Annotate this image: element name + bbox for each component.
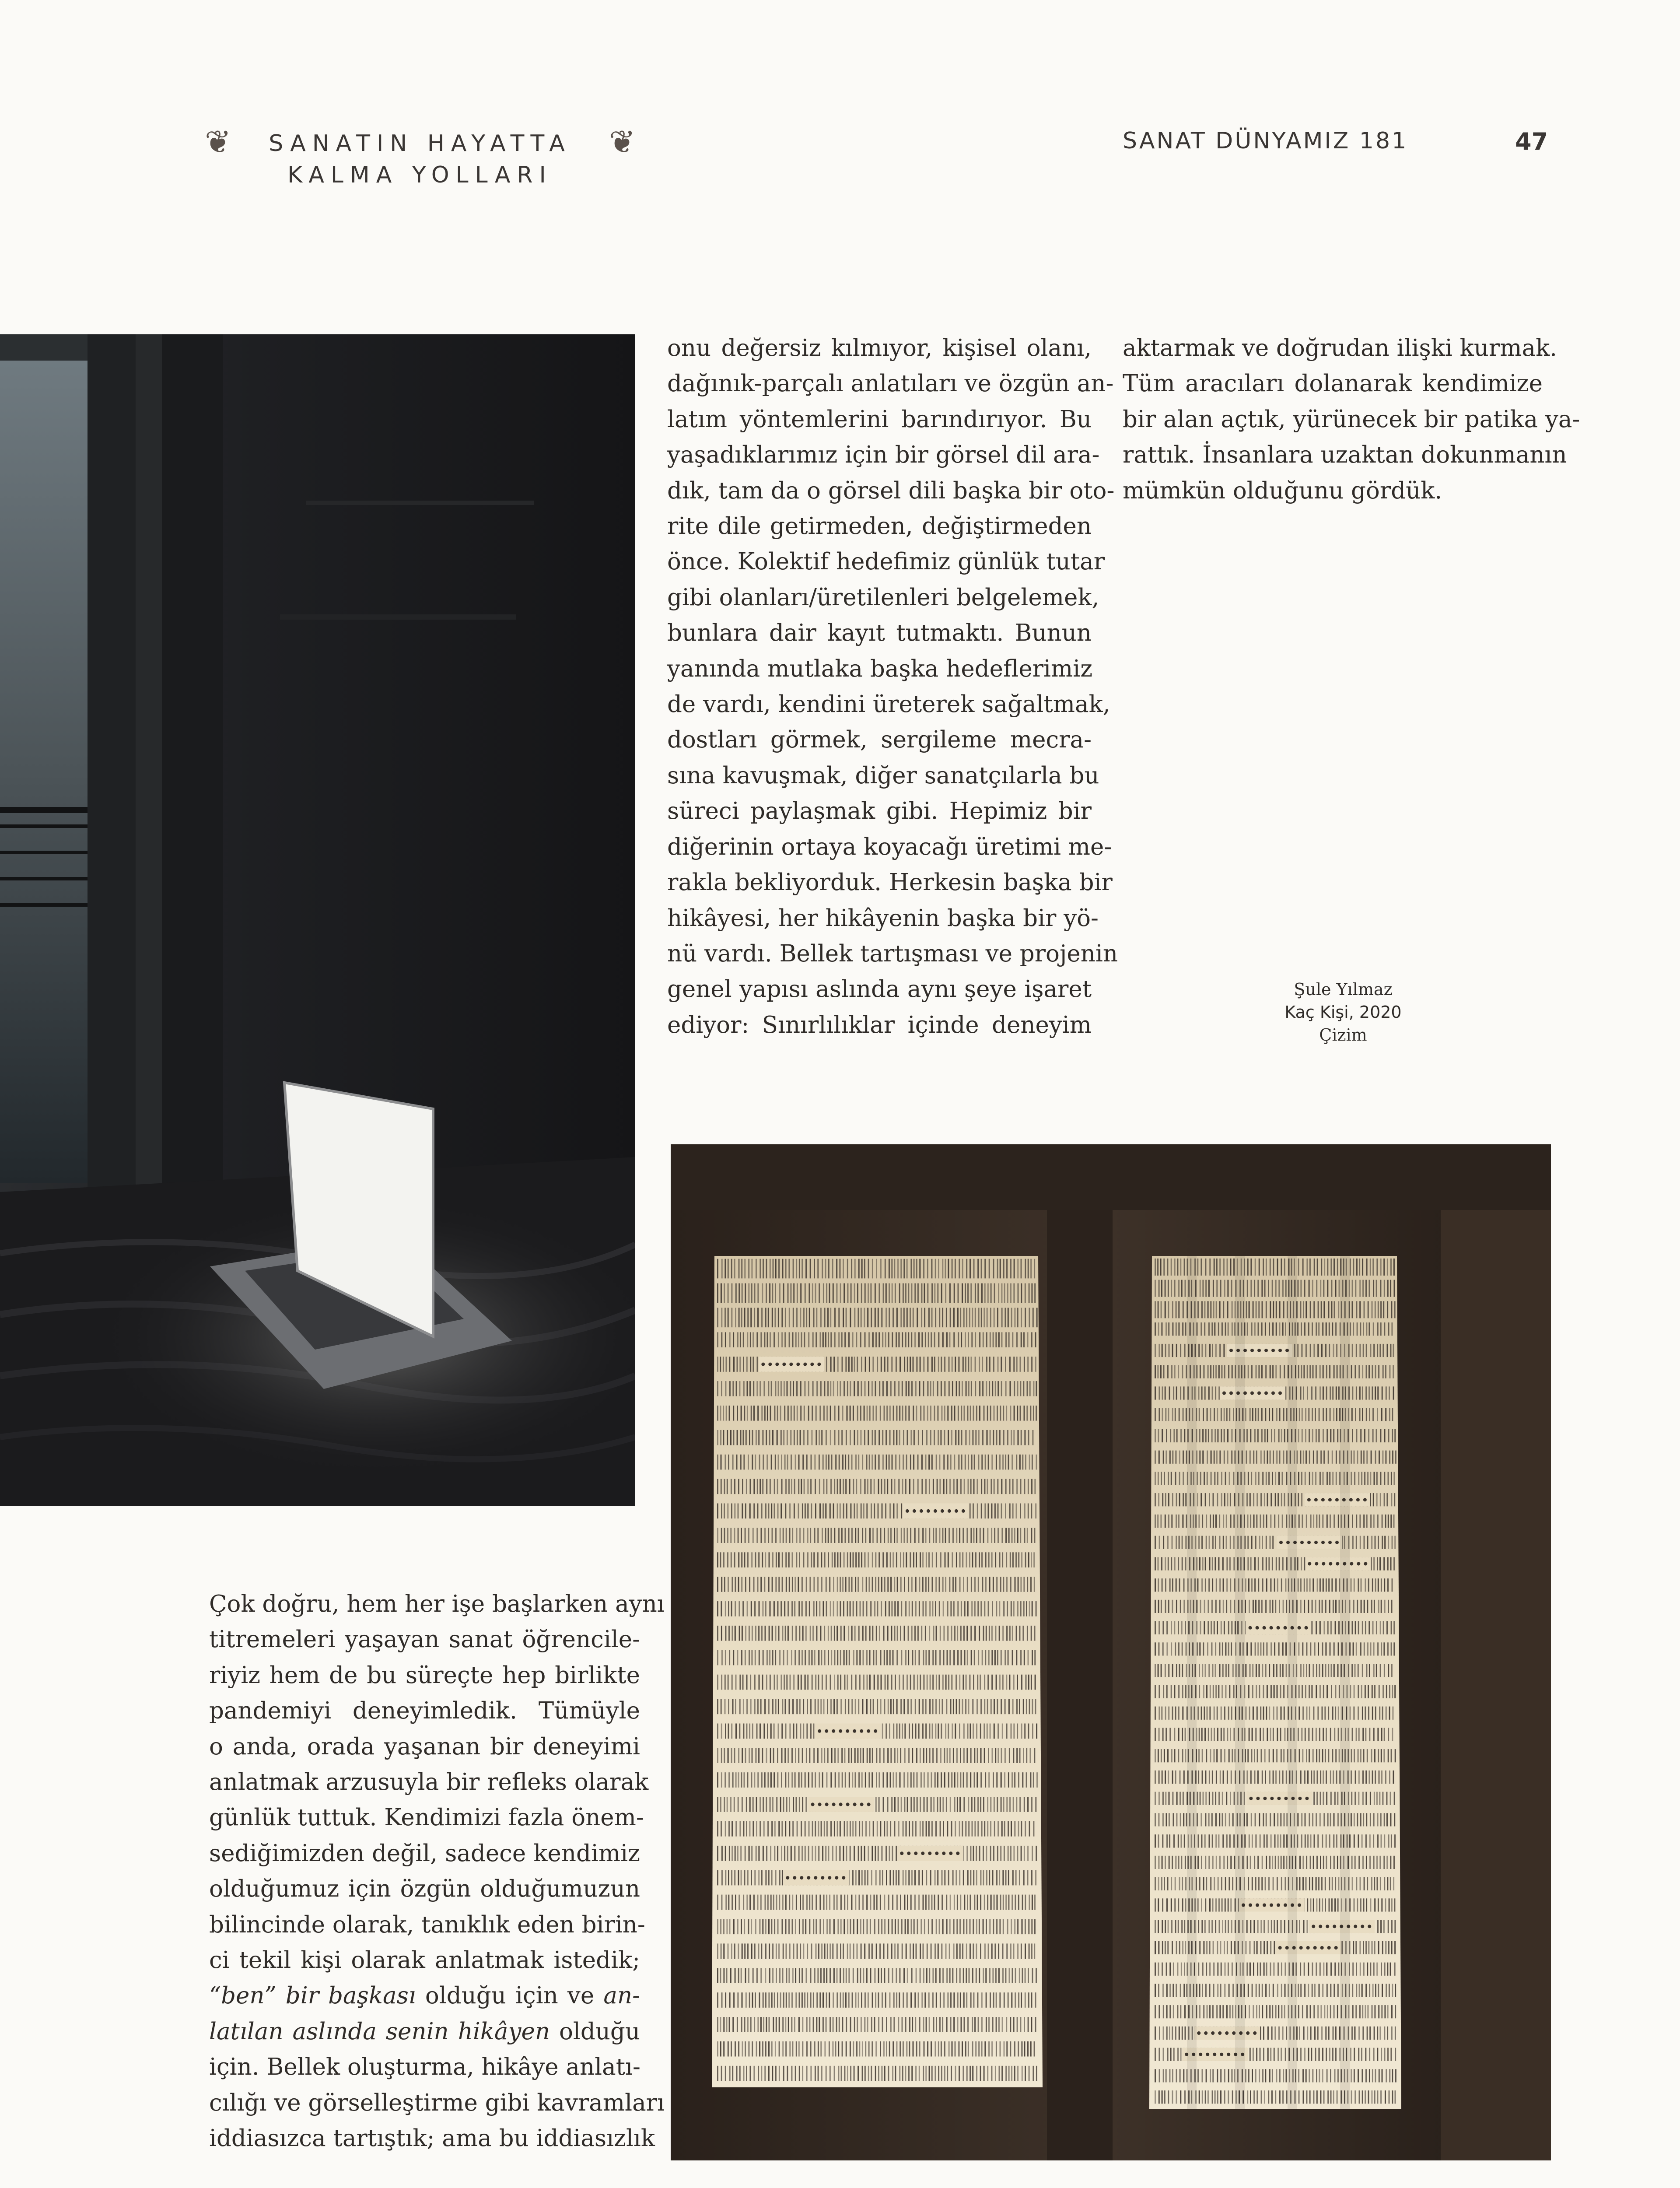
text-line: ediyor: Sınırlılıklar içinde deneyim <box>667 1011 1092 1038</box>
text-line-mixed <box>209 2014 640 2049</box>
dot <box>1264 1392 1268 1395</box>
caption-artist: Şule Yılmaz <box>1294 980 1393 999</box>
laptop-photo-drawing <box>0 334 635 1506</box>
dot <box>842 1876 845 1879</box>
italic-phrase: an- <box>603 1982 640 2009</box>
text-line: cılığı ve görselleştirme gibi kavramları <box>209 2089 665 2116</box>
dot <box>1335 1541 1339 1544</box>
curtain-fold <box>1340 1256 1350 2109</box>
curtain-fold <box>1187 1256 1197 2109</box>
dot <box>796 1363 800 1366</box>
curtain-artwork-photo <box>671 1144 1551 2160</box>
dot <box>1328 1498 1332 1501</box>
dot <box>1271 1349 1275 1352</box>
dot <box>860 1729 863 1733</box>
text-line: diğerinin ortaya koyacağı üretimi me- <box>667 833 1112 860</box>
dot <box>1263 1626 1266 1630</box>
dot <box>962 1509 965 1513</box>
dot <box>1204 2031 1208 2035</box>
dot <box>1368 1925 1371 1928</box>
dot <box>1256 1904 1259 1907</box>
dot <box>1313 1946 1317 1950</box>
dot <box>789 1363 793 1366</box>
dot <box>1336 1562 1339 1566</box>
dot <box>817 1363 821 1366</box>
dot <box>1249 1904 1252 1907</box>
dot <box>1277 1904 1280 1907</box>
dot <box>914 1851 917 1855</box>
dot <box>1349 1498 1353 1501</box>
dot <box>1229 1392 1233 1395</box>
dot <box>913 1509 916 1513</box>
hatch-row <box>717 1895 1036 1910</box>
dot <box>1327 1946 1331 1950</box>
dot <box>1249 1626 1252 1630</box>
dot <box>1363 1498 1367 1501</box>
dot <box>811 1802 815 1806</box>
roman-phrase: olduğu için ve <box>416 1982 604 2009</box>
text-line: genel yapısı aslında aynı şeye işaret <box>667 976 1092 1003</box>
dot <box>1250 1349 1254 1352</box>
dot <box>1284 1797 1288 1800</box>
dot <box>1361 1925 1364 1928</box>
text-line: dağınık-parçalı anlatıları ve özgün an- <box>667 370 1114 397</box>
text-line: olduğumuz için özgün olduğumuzun <box>209 1876 640 1903</box>
text-line: nü vardı. Bellek tartışması ve projenin <box>667 940 1118 967</box>
dot <box>786 1876 789 1879</box>
text-line: aktarmak ve doğrudan ilişki kurmak. <box>1123 335 1558 361</box>
text-line: bunlara dair kayıt tutmaktı. Bunun <box>667 620 1092 647</box>
article-text-column-right <box>1123 330 1580 508</box>
dot <box>1314 1541 1318 1544</box>
caption-title: Kaç Kişi, 2020 <box>1284 1003 1402 1022</box>
text-line: de vardı, kendini üreterek sağaltmak, <box>667 691 1110 718</box>
text-line: anlatmak arzusuyla bir refleks olarak <box>209 1769 649 1796</box>
text-line-mixed <box>209 1978 640 2013</box>
dot <box>1211 2031 1214 2035</box>
dot <box>928 1851 931 1855</box>
dot <box>1277 1797 1281 1800</box>
text-line: rite dile getirmeden, değiştirmeden <box>667 513 1092 540</box>
dot <box>1257 1392 1261 1395</box>
dot <box>1253 2031 1256 2035</box>
article-text-column-middle <box>667 330 1118 1043</box>
caption-medium: Çizim <box>1319 1025 1367 1045</box>
text-line: rakla bekliyorduk. Herkesin başka bir <box>667 869 1113 896</box>
dot <box>874 1729 877 1733</box>
ornament-right-icon: ❦ <box>609 123 636 160</box>
dot <box>934 1509 937 1513</box>
dot <box>853 1729 856 1733</box>
dot <box>828 1876 831 1879</box>
curtain-fabric <box>712 1256 1043 2087</box>
dot <box>1307 1498 1311 1501</box>
dot <box>1250 1392 1254 1395</box>
dot <box>927 1509 930 1513</box>
dot <box>1270 1626 1273 1630</box>
text-line: yaşadıklarımız için bir görsel dil ara- <box>667 442 1100 469</box>
dot <box>810 1363 814 1366</box>
dot <box>1321 1498 1325 1501</box>
text-line: gibi olanları/üretilenleri belgelemek, <box>667 584 1099 611</box>
image-caption <box>1225 978 1461 1046</box>
dot <box>1270 1904 1273 1907</box>
dot <box>1350 1562 1353 1566</box>
dot <box>1218 2031 1222 2035</box>
dot <box>1305 1797 1309 1800</box>
italic-phrase: latılan aslında senin hikâyen <box>209 2018 550 2045</box>
dot <box>782 1363 786 1366</box>
curtain-artwork-drawing <box>671 1144 1551 2160</box>
dot <box>906 1509 909 1513</box>
dot <box>1222 1392 1226 1395</box>
dot <box>1300 1541 1304 1544</box>
dot <box>832 1729 835 1733</box>
text-line: önce. Kolektif hedefimiz günlük tutar <box>667 548 1105 575</box>
dot <box>860 1802 864 1806</box>
dot <box>846 1729 849 1733</box>
text-line: dostları görmek, sergileme mecra- <box>667 726 1092 754</box>
dot <box>1333 1925 1336 1928</box>
text-line: bir alan açtık, yürünecek bir patika ya- <box>1123 406 1580 433</box>
dot <box>800 1876 803 1879</box>
section-title-line-1: SANATIN HAYATTA <box>269 130 571 157</box>
dot <box>835 1876 838 1879</box>
text-line: pandemiyi deneyimledik. Tümüyle <box>209 1697 640 1725</box>
dot <box>1334 1946 1338 1950</box>
dot <box>1319 1925 1322 1928</box>
dot <box>818 1802 822 1806</box>
dot <box>1213 2053 1216 2056</box>
dot <box>1249 1797 1253 1800</box>
dot <box>807 1876 810 1879</box>
dot <box>867 1802 871 1806</box>
dot <box>1298 1904 1301 1907</box>
dot <box>775 1363 779 1366</box>
text-line: günlük tuttuk. Kendimizi fazla önem- <box>209 1804 644 1831</box>
dot <box>1357 1562 1360 1566</box>
text-line: bilincinde olarak, tanıklık eden birin- <box>209 1911 645 1938</box>
ornament-left-icon: ❦ <box>205 123 231 160</box>
dot <box>1264 1349 1268 1352</box>
dot <box>948 1509 951 1513</box>
dot <box>832 1802 836 1806</box>
dot <box>1335 1498 1339 1501</box>
dot <box>1278 1392 1282 1395</box>
dot <box>1307 1541 1311 1544</box>
dot <box>1278 1349 1282 1352</box>
dot <box>825 1802 829 1806</box>
dot <box>825 1729 828 1733</box>
dot <box>942 1851 945 1855</box>
left-curtain-panel <box>712 1256 1043 2087</box>
dot <box>1321 1541 1325 1544</box>
dot <box>1328 1541 1332 1544</box>
curtain-fold <box>1288 1256 1297 2109</box>
dot <box>1197 2031 1200 2035</box>
dot <box>1270 1797 1274 1800</box>
dot <box>1312 1925 1315 1928</box>
dot <box>1326 1925 1329 1928</box>
section-title-line-2: KALMA YOLLARI <box>287 162 553 188</box>
dot <box>803 1363 807 1366</box>
dot <box>1314 1498 1318 1501</box>
dot <box>1284 1904 1287 1907</box>
dot <box>956 1851 959 1855</box>
dot <box>1277 1626 1280 1630</box>
dot <box>1256 1797 1260 1800</box>
text-line: süreci paylaşmak gibi. Hepimiz bir <box>667 798 1092 825</box>
text-line: sına kavuşmak, diğer sanatçılarla bu <box>667 762 1099 789</box>
dot <box>935 1851 938 1855</box>
dot <box>1354 1925 1357 1928</box>
dot <box>955 1509 958 1513</box>
dot <box>1322 1562 1325 1566</box>
italic-phrase: “ben” bir başkası <box>209 1982 416 2009</box>
dot <box>1246 2031 1250 2035</box>
dot <box>1225 2031 1228 2035</box>
dot <box>1364 1562 1367 1566</box>
text-line: hikâyesi, her hikâyenin başka bir yö- <box>667 905 1099 932</box>
section-title <box>206 128 634 191</box>
text-line: titremeleri yaşayan sanat öğrencile- <box>209 1626 640 1653</box>
dot <box>793 1876 796 1879</box>
dot <box>1278 1946 1282 1950</box>
dot <box>821 1876 824 1879</box>
right-curtain-panel <box>1149 1256 1401 2109</box>
dot <box>1298 1797 1302 1800</box>
text-line: için. Bellek oluşturma, hikâye anlatı- <box>209 2054 640 2081</box>
dot <box>1263 1797 1267 1800</box>
dot <box>1308 1562 1311 1566</box>
text-line: ci tekil kişi olarak anlatmak istedik; <box>209 1947 640 1974</box>
dot <box>1329 1562 1332 1566</box>
dot <box>1257 1349 1261 1352</box>
dot <box>1298 1626 1301 1630</box>
dot <box>907 1851 910 1855</box>
roman-phrase: olduğu <box>550 2018 640 2045</box>
dot <box>1227 2053 1230 2056</box>
dot <box>949 1851 952 1855</box>
page-number: 47 <box>1515 128 1548 155</box>
magazine-issue: SANAT DÜNYAMIZ 181 <box>1123 128 1408 154</box>
dot <box>1299 1946 1303 1950</box>
dot <box>941 1509 944 1513</box>
text-line: o anda, orada yaşanan bir deneyimi <box>209 1733 640 1760</box>
text-line: onu değersiz kılmıyor, kişisel olanı, <box>667 335 1092 361</box>
dot <box>1271 1392 1275 1395</box>
dot <box>1305 1626 1308 1630</box>
dot <box>921 1851 924 1855</box>
laptop-photo <box>0 334 635 1506</box>
dot <box>1199 2053 1202 2056</box>
text-line: Tüm aracıları dolanarak kendimize <box>1123 370 1543 397</box>
dot <box>1284 1626 1287 1630</box>
dot <box>1315 1562 1318 1566</box>
text-line: dık, tam da o görsel dili başka bir oto- <box>667 477 1115 504</box>
dot <box>867 1729 870 1733</box>
dot <box>1356 1498 1360 1501</box>
dot <box>814 1876 817 1879</box>
dot <box>1263 1904 1266 1907</box>
text-line: riyiz hem de bu süreçte hep birlikte <box>209 1662 640 1689</box>
dot <box>920 1509 923 1513</box>
text-line: rattık. İnsanlara uzaktan dokunmanın <box>1123 442 1567 469</box>
text-line: mümkün olduğunu gördük. <box>1123 477 1442 504</box>
dot <box>1229 1349 1233 1352</box>
dot <box>900 1851 903 1855</box>
dot <box>1279 1541 1283 1544</box>
dot <box>839 1729 842 1733</box>
dot <box>1206 2053 1209 2056</box>
dot <box>818 1729 821 1733</box>
text-line: latım yöntemlerini barındırıyor. Bu <box>667 406 1092 433</box>
dot <box>1256 1626 1259 1630</box>
article-text-column-bottom <box>209 1586 665 2156</box>
dot <box>1220 2053 1223 2056</box>
dot <box>853 1802 857 1806</box>
text-line: sediğimizden değil, sadece kendimiz <box>209 1840 640 1867</box>
text-line: yanında mutlaka başka hedeflerimiz <box>667 655 1093 682</box>
dot <box>1320 1946 1324 1950</box>
text-line: iddiasızca tartıştık; ama bu iddiasızlık <box>209 2125 655 2152</box>
curtain-fold <box>1235 1256 1245 2109</box>
dot <box>768 1363 772 1366</box>
dot <box>761 1363 765 1366</box>
dot <box>846 1802 850 1806</box>
dot <box>1306 1946 1310 1950</box>
dot <box>839 1802 843 1806</box>
text-line: Çok doğru, hem her işe başlarken aynı <box>209 1591 665 1617</box>
